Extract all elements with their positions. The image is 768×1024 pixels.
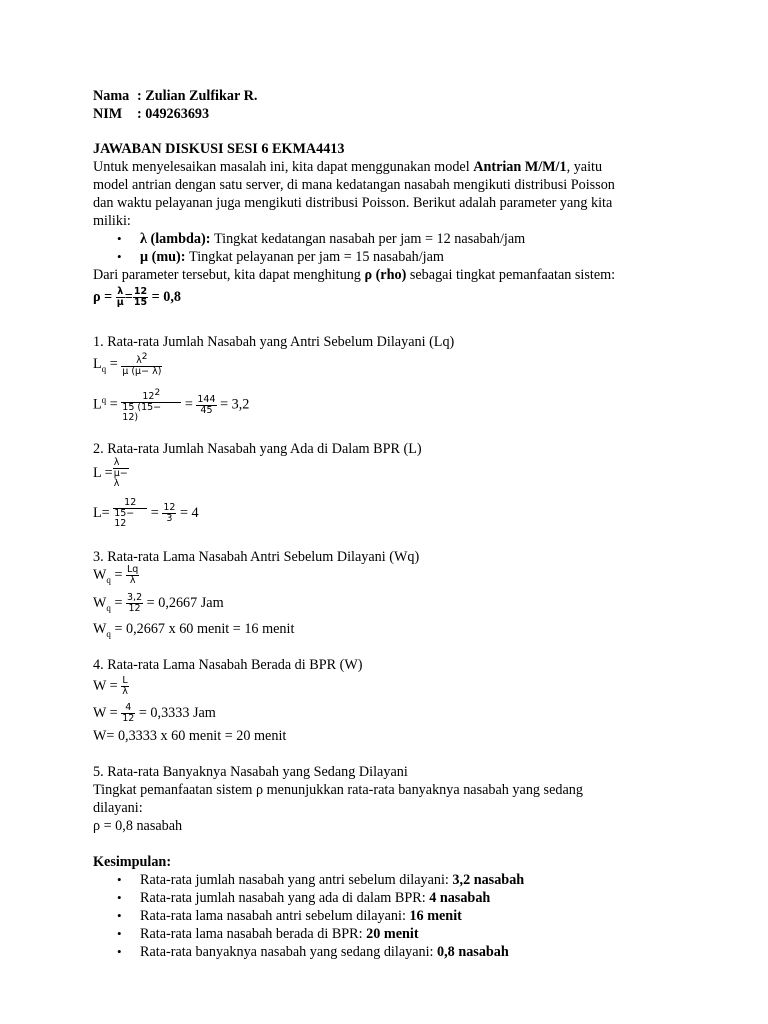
conclusion-item xyxy=(140,889,490,907)
document-title: JAWABAN DISKUSI SESI 6 EKMA4413 xyxy=(93,141,345,157)
wq-minutes xyxy=(93,620,294,643)
w-formula xyxy=(93,673,129,699)
conclusion-heading: Kesimpulan: xyxy=(93,854,172,870)
denominator: 12 xyxy=(128,603,141,615)
w-minutes: W= 0,3333 x 60 menit = 20 menit xyxy=(93,728,287,744)
numerator: 12 xyxy=(163,502,176,514)
numerator: 144 xyxy=(197,393,216,405)
lq-calculation xyxy=(93,384,249,423)
item-value: 0,8 nasabah xyxy=(437,944,509,960)
numerator xyxy=(121,388,181,403)
formula-symbol: L = xyxy=(93,465,113,481)
intro-text: Untuk menyelesaikan masalah ini, kita dapat menggunakan model xyxy=(93,159,474,175)
denominator: λ xyxy=(129,575,136,587)
superscript: q xyxy=(101,395,107,405)
numerator: 12 xyxy=(113,498,147,509)
conclusion-item xyxy=(140,871,524,889)
denominator: 45 xyxy=(200,404,213,416)
superscript: 2 xyxy=(141,352,148,363)
denominator: μ (μ− λ) xyxy=(122,366,162,378)
nim-line xyxy=(93,105,209,123)
numerator: L xyxy=(122,675,128,687)
fraction xyxy=(121,388,181,423)
den-text: μ− xyxy=(113,468,128,480)
equals-sign: = xyxy=(106,356,118,372)
denominator xyxy=(113,509,147,529)
param-desc: Tingkat pelayanan per jam = 15 nasabah/jam xyxy=(185,249,444,265)
intro-line-3: dan waktu pelayanan juga mengikuti distribusi Poisson. Berikut adalah parameter yang kita xyxy=(93,195,613,211)
conclusion-item xyxy=(140,943,509,961)
denominator: 12 xyxy=(122,713,135,725)
nim-label: NIM xyxy=(93,106,123,122)
num-text: 12 xyxy=(142,391,155,403)
item-text: Rata-rata lama nasabah antri sebelum dilayani: xyxy=(140,908,410,924)
rho-term: ρ (rho) xyxy=(364,267,407,283)
equals-sign: = xyxy=(147,505,159,521)
formula-symbol: W xyxy=(93,567,107,583)
fraction xyxy=(113,458,129,489)
fraction xyxy=(126,565,139,586)
subscript: q xyxy=(101,363,107,374)
w-result: = 0,3333 Jam xyxy=(138,705,216,721)
rho-text: Dari parameter tersebut, kita dapat menghitung xyxy=(93,267,365,283)
den-text: 15− xyxy=(114,508,135,520)
nim-value: : 049263693 xyxy=(137,106,210,122)
fraction xyxy=(121,352,162,377)
den-text: 12) xyxy=(122,412,139,424)
section-5-heading: 5. Rata-rata Banyaknya Nasabah yang Sedang Dilayani xyxy=(93,764,408,780)
param-term: μ (mu): xyxy=(140,249,186,265)
bullet-icon: • xyxy=(117,890,122,905)
bullet-icon: • xyxy=(117,249,122,264)
formula-symbol: L xyxy=(93,396,102,413)
item-text: Rata-rata jumlah nasabah yang ada di dalam BPR: xyxy=(140,890,430,906)
formula-symbol: W xyxy=(93,595,107,611)
formula-symbol: W xyxy=(93,621,107,637)
rho-formula xyxy=(93,284,181,310)
equals-sign: = xyxy=(110,567,123,583)
bullet-icon: • xyxy=(117,231,122,246)
wq-formula xyxy=(93,562,139,593)
conclusion-item xyxy=(140,907,462,925)
fraction xyxy=(113,498,147,529)
name-value: : Zulian Zulfikar R. xyxy=(137,88,258,104)
numerator: 12 xyxy=(133,286,148,298)
section-3-heading: 3. Rata-rata Lama Nasabah Antri Sebelum Dilayani (Wq) xyxy=(93,549,420,565)
conclusion-item xyxy=(140,925,419,943)
model-name: Antrian M/M/1 xyxy=(473,159,567,175)
numerator: λ xyxy=(117,286,124,298)
rho-intro xyxy=(93,266,615,284)
wq-minutes-text: = 0,2667 x 60 menit = 16 menit xyxy=(110,621,295,637)
l-result: = 4 xyxy=(179,505,199,521)
name-line xyxy=(93,87,257,105)
denominator: μ xyxy=(116,297,124,309)
param-lambda xyxy=(140,230,525,248)
bullet-icon: • xyxy=(117,908,122,923)
bullet-icon: • xyxy=(117,926,122,941)
item-text: Rata-rata jumlah nasabah yang antri sebelum dilayani: xyxy=(140,872,453,888)
item-value: 16 menit xyxy=(409,908,462,924)
fraction xyxy=(121,703,135,724)
formula-symbol: W = xyxy=(93,705,118,721)
den-text: λ xyxy=(113,478,120,490)
subscript: q xyxy=(106,628,111,639)
param-desc: Tingkat kedatangan nasabah per jam = 12 nasabah/jam xyxy=(210,231,526,247)
subscript: q xyxy=(106,574,111,585)
den-text: 12 xyxy=(114,518,127,530)
section-5-text-2: dilayani: xyxy=(93,800,143,816)
wq-result: = 0,2667 Jam xyxy=(146,595,224,611)
formula-symbol: W = xyxy=(93,678,118,694)
fraction xyxy=(121,676,129,697)
fraction xyxy=(196,395,216,416)
bullet-icon: • xyxy=(117,944,122,959)
equals-sign: = xyxy=(110,595,123,611)
numerator: 4 xyxy=(121,703,135,714)
lq-result: = 3,2 xyxy=(220,396,250,413)
equals-sign: = xyxy=(181,396,193,413)
intro-line-4: miliki: xyxy=(93,213,131,229)
l-formula xyxy=(93,458,129,489)
intro-line-2: model antrian dengan satu server, di mana kedatangan nasabah mengikuti distribusi Poisson xyxy=(93,177,615,193)
param-mu xyxy=(140,248,444,266)
rho-text: sebagai tingkat pemanfaatan sistem: xyxy=(406,267,616,283)
formula-symbol: L xyxy=(93,356,102,372)
equals-sign: = xyxy=(124,289,133,305)
intro-line-1 xyxy=(93,158,602,176)
fraction xyxy=(116,287,125,308)
superscript: 2 xyxy=(154,387,161,398)
item-text: Rata-rata lama nasabah berada di BPR: xyxy=(140,926,367,942)
name-label: Nama xyxy=(93,88,130,104)
lq-formula xyxy=(93,350,162,383)
rho-lhs: ρ = xyxy=(93,289,113,305)
denominator xyxy=(121,403,181,423)
numerator: Lq xyxy=(127,564,139,576)
numerator xyxy=(121,352,162,367)
rho-result: = 0,8 xyxy=(151,289,182,305)
wq-calculation xyxy=(93,590,224,621)
denominator: λ xyxy=(122,686,128,698)
item-value: 4 nasabah xyxy=(429,890,491,906)
subscript: q xyxy=(106,602,111,613)
intro-text: , yaitu xyxy=(566,159,603,175)
fraction xyxy=(126,593,143,614)
l-calculation xyxy=(93,496,199,530)
item-value: 3,2 nasabah xyxy=(452,872,525,888)
bullet-icon: • xyxy=(117,872,122,887)
equals-sign: = xyxy=(106,396,118,413)
section-1-heading: 1. Rata-rata Jumlah Nasabah yang Antri Sebelum Dilayani (Lq) xyxy=(93,334,455,350)
w-calculation xyxy=(93,700,216,726)
den-text: 15 (15− xyxy=(122,402,162,414)
denominator: 3 xyxy=(166,513,173,525)
formula-symbol: L= xyxy=(93,505,110,521)
item-text: Rata-rata banyaknya nasabah yang sedang dilayani: xyxy=(140,944,438,960)
section-4-heading: 4. Rata-rata Lama Nasabah Berada di BPR (W) xyxy=(93,657,363,673)
item-value: 20 menit xyxy=(366,926,419,942)
section-5-text-1: Tingkat pemanfaatan sistem ρ menunjukkan rata-rata banyaknya nasabah yang sedang xyxy=(93,782,583,798)
numerator: λ xyxy=(113,458,129,469)
param-term: λ (lambda): xyxy=(140,231,211,247)
denominator xyxy=(113,469,129,489)
fraction xyxy=(133,287,148,308)
section-2-heading: 2. Rata-rata Jumlah Nasabah yang Ada di Dalam BPR (L) xyxy=(93,441,422,457)
numerator: 3,2 xyxy=(127,592,143,604)
section-5-text-3: ρ = 0,8 nasabah xyxy=(93,818,183,834)
num-text: λ xyxy=(136,355,142,367)
fraction xyxy=(162,503,176,524)
denominator: 15 xyxy=(133,297,148,309)
